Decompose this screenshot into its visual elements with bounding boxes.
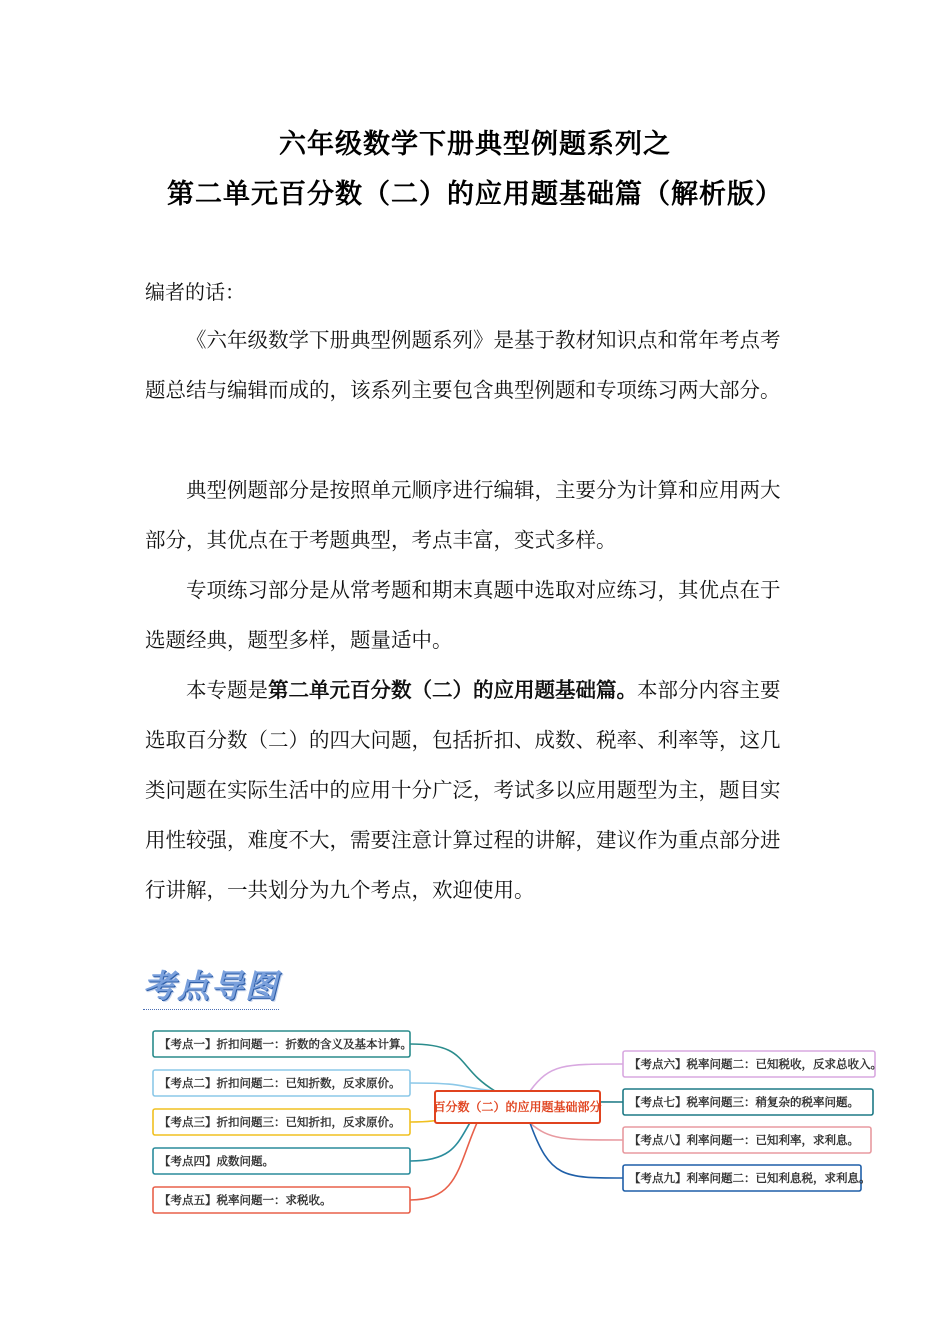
mindmap-node-label: 【考点六】税率问题二：已知税收，反求总收入。 — [629, 1057, 882, 1071]
mindmap-connector — [530, 1123, 623, 1178]
topic-bold-text: 第二单元百分数（二）的应用题基础篇。 — [268, 678, 637, 702]
mindmap-center-label: 百分数（二）的应用题基础部分 — [433, 1100, 602, 1114]
document-title-line2: 第二单元百分数（二）的应用题基础篇（解析版） — [167, 179, 783, 210]
document-title-line1: 六年级数学下册典型例题系列之 — [279, 129, 671, 160]
paragraph-examples: 典型例题部分是按照单元顺序进行编辑，主要分为计算和应用两大部分，其优点在于考题典型，考点丰富，变式多样。 — [145, 478, 781, 552]
mindmap-heading: 考点导图 — [143, 961, 279, 1010]
mindmap-node-label: 【考点二】折扣问题二：已知折数，反求原价。 — [159, 1076, 401, 1090]
mindmap-node-label: 【考点七】税率问题三：稍复杂的税率问题。 — [629, 1095, 859, 1109]
mindmap-node-label: 【考点九】利率问题二：已知利息税，求利息。 — [629, 1171, 871, 1185]
mindmap-node-label: 【考点一】折扣问题一：折数的含义及基本计算。 — [159, 1037, 412, 1051]
mindmap-node-label: 【考点四】成数问题。 — [159, 1154, 274, 1168]
mindmap-connector — [410, 1083, 495, 1091]
mindmap-connector — [530, 1123, 623, 1140]
paragraph-intro: 《六年级数学下册典型例题系列》是基于教材知识点和常年考点考题总结与编辑而成的，该系列主要包含典型例题和专项练习两大部分。 — [145, 328, 781, 402]
mindmap-diagram — [0, 1015, 950, 1230]
mindmap-node-label: 【考点八】利率问题一：已知利率，求利息。 — [629, 1133, 859, 1147]
mindmap-node-label: 【考点三】折扣问题三：已知折扣，反求原价。 — [159, 1115, 401, 1129]
topic-lead-text: 本专题是 — [186, 678, 268, 702]
paragraph-topic — [145, 665, 795, 915]
mindmap-connector — [530, 1064, 623, 1091]
topic-body-text: 本部分内容主要选取百分数（二）的四大问题，包括折扣、成数、税率、利率等，这几类问题在实际生活中的应用十分广泛，考试多以应用题型为主，题目实用性较强，难度不大，需要注意计算过程的讲解，建议作为重点部分进行讲解，一共划分为九个考点，欢迎使用。 — [145, 678, 781, 902]
mindmap-node-label: 【考点五】税率问题一：求税收。 — [159, 1193, 332, 1207]
paragraph-exercises: 专项练习部分是从常考题和期末真题中选取对应练习，其优点在于选题经典，题型多样，题量适中。 — [145, 578, 781, 652]
preface-label: 编者的话： — [145, 280, 245, 304]
